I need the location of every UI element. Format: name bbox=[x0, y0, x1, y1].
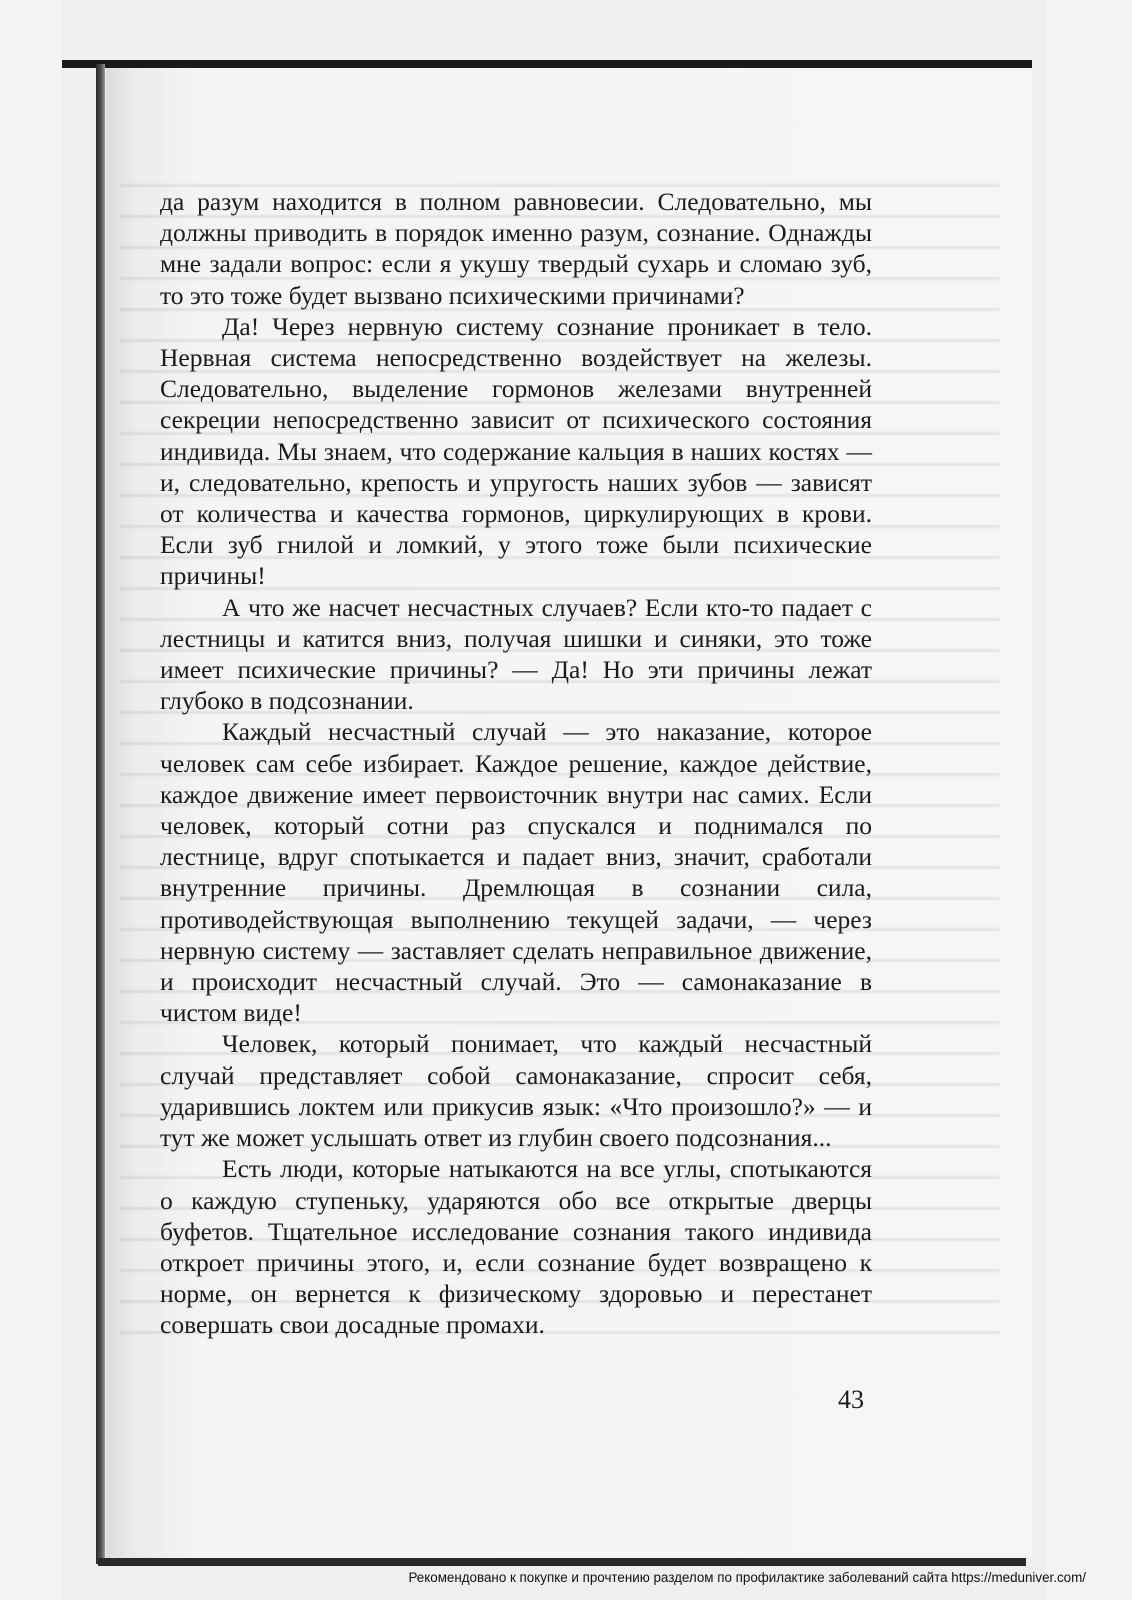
page-number: 43 bbox=[838, 1385, 864, 1414]
scan-top-border bbox=[62, 60, 1032, 68]
paragraph-5: Человек, который понимает, что каждый несчастный случай представляет собой самонаказание, спросит себя, ударившись локтем или прикусив язык: «Что произошло?» — и тут же может услышать ответ из глубин своего подсознания... bbox=[160, 1029, 872, 1153]
scan-bottom-border bbox=[98, 1558, 1026, 1566]
paragraph-3: А что же насчет несчастных случаев? Если кто-то падает с лестницы и катится вниз, получая шишки и синяки, это тоже имеет психические причины? — Да! Но эти причины лежат глубоко в подсознании. bbox=[160, 592, 872, 716]
body-text bbox=[160, 186, 872, 1341]
paragraph-2: Да! Через нервную систему сознание проникает в тело. Нервная система непосредственно воздействует на железы. Следовательно, выделение гормонов железами внутренней секреции непосредственно зависит от психического состояния индивида. Мы знаем, что содержание кальция в наших костях — и, следовательно, крепость и упругость наших зубов — зависят от количества и качества гормонов, циркулирующих в крови. Если зуб гнилой и ломкий, у этого тоже были психические причины! bbox=[160, 311, 872, 591]
paragraph-6: Есть люди, которые натыкаются на все углы, спотыкаются о каждую ступеньку, ударяются обо все открытые дверцы буфетов. Тщательное исследование сознания такого индивида откроет причины этого, и, если сознание будет возвращено к норме, он вернется к физическому здоровью и перестанет совершать свои досадные промахи. bbox=[160, 1154, 872, 1340]
scan-binding-shadow bbox=[96, 64, 105, 1564]
paragraph-4: Каждый несчастный случай — это наказание, которое человек сам себе избирает. Каждое решение, каждое действие, каждое движение имеет первоисточник внутри нас самих. Если человек, который сотни раз спускался и поднимался по лестнице, вдруг спотыкается и падает вниз, значит, сработали внутренние причины. Дремлющая в сознании сила, противодействующая выполнению текущей задачи, — через нервную систему — заставляет сделать неправильное движение, и происходит несчастный случай. Это — самонаказание в чистом виде! bbox=[160, 717, 872, 1028]
footer-note: Рекомендовано к покупке и прочтению разделом по профилактике заболеваний сайта https://meduniver.com/ bbox=[408, 1570, 1086, 1585]
paragraph-1: да разум находится в полном равновесии. Следовательно, мы должны приводить в порядок именно разум, сознание. Однажды мне задали вопрос: если я укушу твердый сухарь и сломаю зуб, то это тоже будет вызвано психическими причинами? bbox=[160, 187, 872, 310]
